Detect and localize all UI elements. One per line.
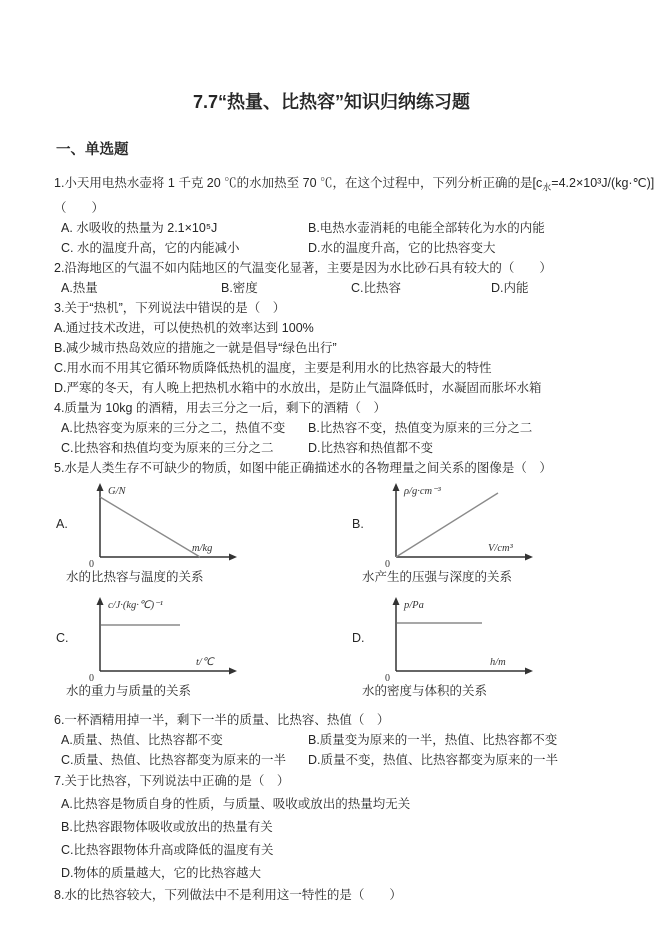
option-b: B.质量变为原来的一半，热值、比热容都不变 <box>308 732 558 747</box>
option-b: B.比热容跟物体吸收或放出的热量有关 <box>61 819 273 834</box>
option-a: A.热量 <box>61 280 98 295</box>
question-1 <box>54 173 655 258</box>
graph-d-x-axis-label: h/m <box>490 656 506 668</box>
graph-d-caption: 水的密度与体积的关系 <box>362 683 488 698</box>
option-c: C. 水的温度升高，它的内能减小 <box>61 240 240 255</box>
option-d: D.质量不变，热值、比热容都变为原来的一半 <box>308 752 559 767</box>
question-5-graphs <box>56 480 609 708</box>
answer-blank: （ ） <box>54 200 105 215</box>
graph-a-x-axis-label: m/kg <box>192 542 213 554</box>
graph-b-label: B. <box>352 516 364 531</box>
option-c: C.比热容 <box>351 280 402 295</box>
graph-d-label: D. <box>352 630 365 645</box>
option-c: C.用水而不用其它循环物质降低热机的温度，主要是利用水的比热容最大的特性 <box>54 360 492 375</box>
option-d: D.内能 <box>491 280 529 295</box>
option-b: B.电热水壶消耗的电能全部转化为水的内能 <box>308 220 545 235</box>
question-1-stem <box>54 173 655 198</box>
question-7 <box>54 770 609 885</box>
option-d: D.严寒的冬天，有人晚上把热机水箱中的水放出，是防止气温降低时，水凝固而胀坏水箱 <box>54 380 542 395</box>
graph-c-x-axis-label: t/℃ <box>196 656 214 668</box>
option-d: D.物体的质量越大，它的比热容越大 <box>61 865 262 880</box>
graph-a-label: A. <box>56 516 68 531</box>
graph-a-origin-label: 0 <box>89 558 94 568</box>
question-6-stem: 6.一杯酒精用掉一半，剩下一半的质量、比热容、热值（ ） <box>54 712 390 727</box>
question-5 <box>54 458 609 708</box>
graph-c-cell <box>56 594 352 708</box>
option-a: A.通过技术改进，可以使热机的效率达到 100% <box>54 320 314 335</box>
graph-c-origin-label: 0 <box>89 672 94 682</box>
question-3-stem: 3.关于“热机”，下列说法中错误的是（ ） <box>54 300 286 315</box>
question-6 <box>54 710 609 770</box>
q1-stem-subscript: 水 <box>542 182 552 193</box>
option-a: A.质量、热值、比热容都不变 <box>61 732 223 747</box>
question-7-stem: 7.关于比热容，下列说法中正确的是（ ） <box>54 773 290 788</box>
graph-b-origin-label: 0 <box>385 558 390 568</box>
graph-a-cell <box>56 480 352 594</box>
graph-b-y-axis-label: ρ/g·cm⁻³ <box>404 485 441 497</box>
option-a: A.比热容变为原来的三分之二，热值不变 <box>61 420 286 435</box>
question-4-options-row-2 <box>54 438 609 458</box>
question-1-options-row-1 <box>54 218 609 238</box>
graph-b-cell <box>352 480 609 594</box>
section-heading: 一、单选题 <box>56 142 129 158</box>
option-d: D.比热容和热值都不变 <box>308 440 434 455</box>
q1-stem-pre: 1.小天用电热水壶将 1 千克 20 ℃的水加热至 70 ℃，在这个过程中，下列分析正确的是[c <box>54 176 543 190</box>
graph-c-horizontal-line <box>80 594 305 682</box>
graph-d-y-axis-label: p/Pa <box>404 599 424 611</box>
option-c: C.比热容和热值均变为原来的三分之二 <box>61 440 274 455</box>
question-4-stem: 4.质量为 10kg 的酒精，用去三分之一后，剩下的酒精（ ） <box>54 400 386 415</box>
graph-b-caption: 水产生的压强与深度的关系 <box>362 569 513 584</box>
graph-a-descending-line <box>80 480 305 568</box>
option-c: C.质量、热值、比热容都变为原来的一半 <box>61 752 287 767</box>
graph-c-label: C. <box>56 630 69 645</box>
question-2 <box>54 258 609 298</box>
option-b: B.减少城市热岛效应的措施之一就是倡导“绿色出行” <box>54 340 337 355</box>
graph-d-origin-label: 0 <box>385 672 390 682</box>
page-title: 7.7“热量、比热容”知识归纳练习题 <box>192 92 471 112</box>
question-3 <box>54 298 609 398</box>
graph-d-cell <box>352 594 609 708</box>
question-1-options-row-2 <box>54 238 609 258</box>
q1-stem-post: =4.2×10³J/(kg·℃)] <box>551 176 655 190</box>
question-6-options-row-2 <box>54 750 609 770</box>
question-4 <box>54 398 609 458</box>
question-4-options-row-1 <box>54 418 609 438</box>
question-2-stem: 2.沿海地区的气温不如内陆地区的气温变化显著，主要是因为水比砂石具有较大的（ ） <box>54 260 552 275</box>
option-a: A.比热容是物质自身的性质，与质量、吸收或放出的热量均无关 <box>61 796 411 811</box>
option-b: B.密度 <box>221 280 258 295</box>
graph-a-caption: 水的比热容与温度的关系 <box>66 569 204 584</box>
question-8-stem: 8.水的比热容较大，下列做法中不是利用这一特性的是（ ） <box>54 887 402 902</box>
question-2-options-row <box>54 278 609 298</box>
option-c: C.比热容跟物体升高或降低的温度有关 <box>61 842 274 857</box>
graph-d-horizontal-line <box>376 594 601 682</box>
graph-b-x-axis-label: V/cm³ <box>488 542 513 554</box>
graph-b-ascending-line <box>376 480 601 568</box>
graph-c-y-axis-label: c/J·(kg·℃)⁻¹ <box>108 599 163 611</box>
graph-c-caption: 水的重力与质量的关系 <box>66 683 192 698</box>
option-d: D.水的温度升高，它的比热容变大 <box>308 240 496 255</box>
option-a: A. 水吸收的热量为 2.1×10⁵J <box>61 220 218 235</box>
question-5-stem: 5.水是人类生存不可缺少的物质，如图中能正确描述水的各物理量之间关系的图像是（ ） <box>54 460 552 475</box>
question-8 <box>54 885 609 905</box>
question-6-options-row-1 <box>54 730 609 750</box>
graph-a-y-axis-label: G/N <box>108 485 126 497</box>
option-b: B.比热容不变，热值变为原来的三分之二 <box>308 420 533 435</box>
